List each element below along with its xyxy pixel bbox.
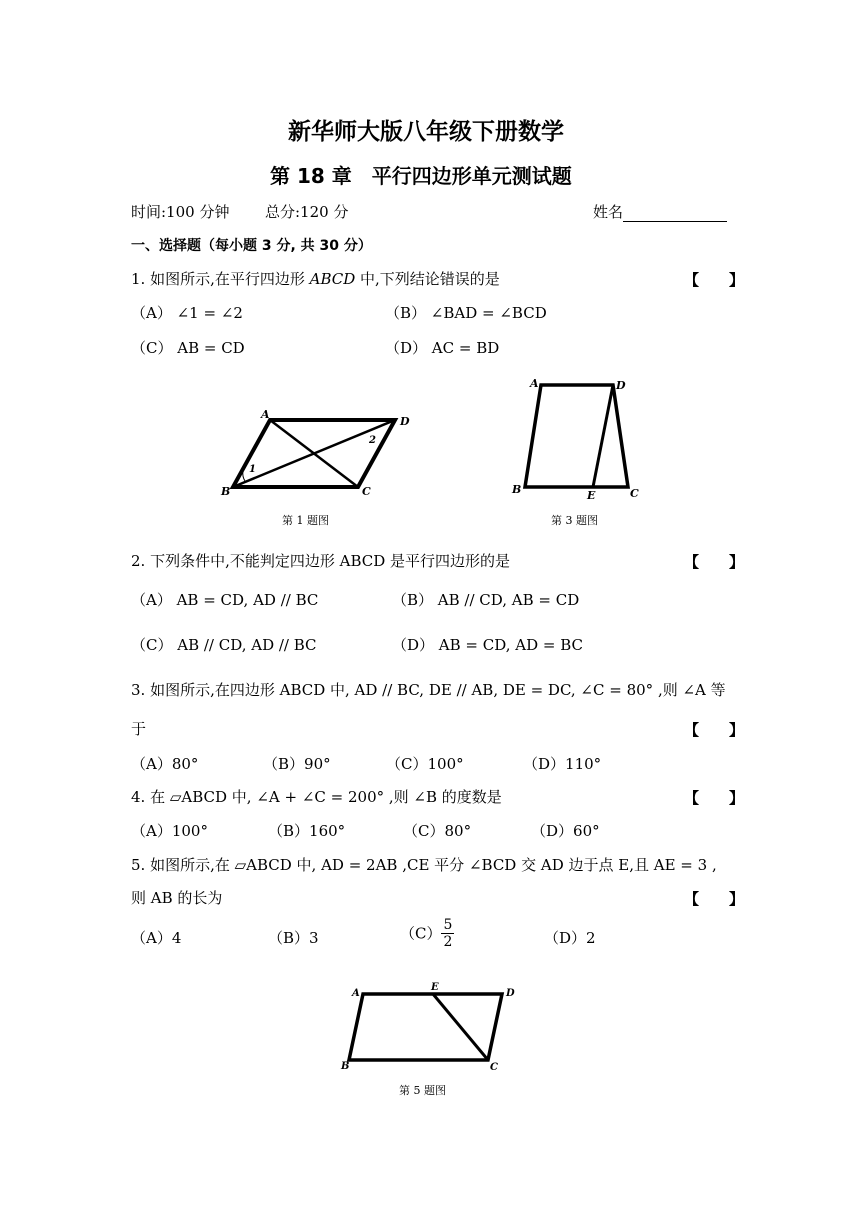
q4-option-b[interactable]: （B）160° [268, 822, 346, 840]
fig5-label-E: E [431, 982, 439, 993]
figure-3-caption: 第 3 题图 [551, 514, 598, 527]
fig1-label-D: D [400, 415, 410, 428]
answer-bracket-q2[interactable]: 【 】 [684, 553, 745, 571]
q3-option-d[interactable]: （D）110° [523, 755, 602, 773]
q5-option-a[interactable]: （A）4 [131, 929, 182, 947]
section-heading-choice: 一、选择题（每小题 3 分, 共 30 分） [131, 238, 372, 254]
exam-time: 时间:100 分钟 [131, 203, 230, 221]
chapter-subtitle: 第 18 章 平行四边形单元测试题 [270, 164, 572, 188]
question-1-stem [131, 269, 500, 289]
fig3-label-D: D [616, 379, 626, 392]
q5-option-c[interactable] [400, 917, 454, 950]
q4-option-a[interactable]: （A）100° [131, 822, 208, 840]
fig1-angle-2: 2 [369, 435, 376, 446]
fig5-label-B: B [341, 1061, 350, 1072]
question-3-stem-line1: 3. 如图所示,在四边形 ABCD 中, AD // BC, DE // AB, DE = DC, ∠C = 80° ,则 ∠A 等 [131, 681, 726, 699]
fig1-label-B: B [221, 485, 231, 498]
fig5-label-A: A [352, 988, 360, 999]
q2-option-b[interactable]: （B） AB // CD, AB = CD [392, 591, 580, 609]
question-2-stem: 2. 下列条件中,不能判定四边形 ABCD 是平行四边形的是 [131, 552, 511, 570]
fig3-label-A: A [530, 377, 539, 390]
q2-option-c[interactable]: （C） AB // CD, AD // BC [131, 636, 317, 654]
fig5-label-C: C [490, 1062, 498, 1073]
q1-stem-post: 中,下列结论错误的是 [355, 270, 500, 288]
figure-5-parallelogram [336, 980, 526, 1075]
name-label: 姓名 [593, 203, 624, 221]
page-title: 新华师大版八年级下册数学 [288, 119, 564, 145]
figure-1-parallelogram [215, 405, 415, 500]
q3-option-c[interactable]: （C）100° [386, 755, 464, 773]
q1-option-c[interactable]: （C） AB = CD [131, 339, 245, 357]
question-5-stem-line1: 5. 如图所示,在 ▱ABCD 中, AD = 2AB ,CE 平分 ∠BCD 交 AD 边于点 E,且 AE = 3 , [131, 856, 717, 874]
q4-option-c[interactable]: （C）80° [403, 822, 472, 840]
fig3-label-E: E [587, 489, 596, 502]
figure-3-quadrilateral [505, 372, 645, 507]
q3-option-a[interactable]: （A）80° [131, 755, 199, 773]
q5-option-b[interactable]: （B）3 [268, 929, 319, 947]
fraction-numerator: 5 [443, 917, 453, 933]
figure-5-caption: 第 5 题图 [399, 1084, 446, 1097]
q5-option-d[interactable]: （D）2 [544, 929, 596, 947]
exam-total-score: 总分:120 分 [265, 203, 349, 221]
fig1-label-C: C [362, 485, 371, 498]
q2-option-d[interactable]: （D） AB = CD, AD = BC [392, 636, 584, 654]
question-5-stem-line2: 则 AB 的长为 [131, 889, 223, 907]
q1-option-b[interactable]: （B） ∠BAD = ∠BCD [385, 304, 547, 322]
q1-option-d[interactable]: （D） AC = BD [385, 339, 500, 357]
fraction-denominator: 2 [443, 934, 453, 950]
fig1-label-A: A [261, 408, 270, 421]
q2-option-a[interactable]: （A） AB = CD, AD // BC [131, 591, 319, 609]
q1-option-a[interactable]: （A） ∠1 = ∠2 [131, 304, 243, 322]
q3-option-b[interactable]: （B）90° [263, 755, 331, 773]
q1-stem-pre: 1. 如图所示,在平行四边形 [131, 270, 310, 288]
answer-bracket-q3[interactable]: 【 】 [684, 721, 745, 739]
answer-bracket-q4[interactable]: 【 】 [684, 789, 745, 807]
student-name-field[interactable] [593, 202, 727, 222]
fig3-label-B: B [512, 483, 522, 496]
q5-option-c-fraction [441, 917, 454, 950]
q4-option-d[interactable]: （D）60° [531, 822, 600, 840]
answer-bracket-q1[interactable]: 【 】 [684, 271, 745, 289]
fig1-angle-1: 1 [249, 464, 256, 475]
question-4-stem: 4. 在 ▱ABCD 中, ∠A + ∠C = 200° ,则 ∠B 的度数是 [131, 788, 502, 806]
q5-option-c-label: （C） [400, 924, 442, 943]
figure-1-caption: 第 1 题图 [282, 514, 329, 527]
answer-bracket-q5[interactable]: 【 】 [684, 890, 745, 908]
fig5-label-D: D [506, 988, 515, 999]
question-3-stem-line2: 于 [131, 720, 147, 738]
fig3-label-C: C [630, 487, 639, 500]
name-underline [623, 205, 727, 222]
q1-stem-var: ABCD [309, 270, 356, 288]
